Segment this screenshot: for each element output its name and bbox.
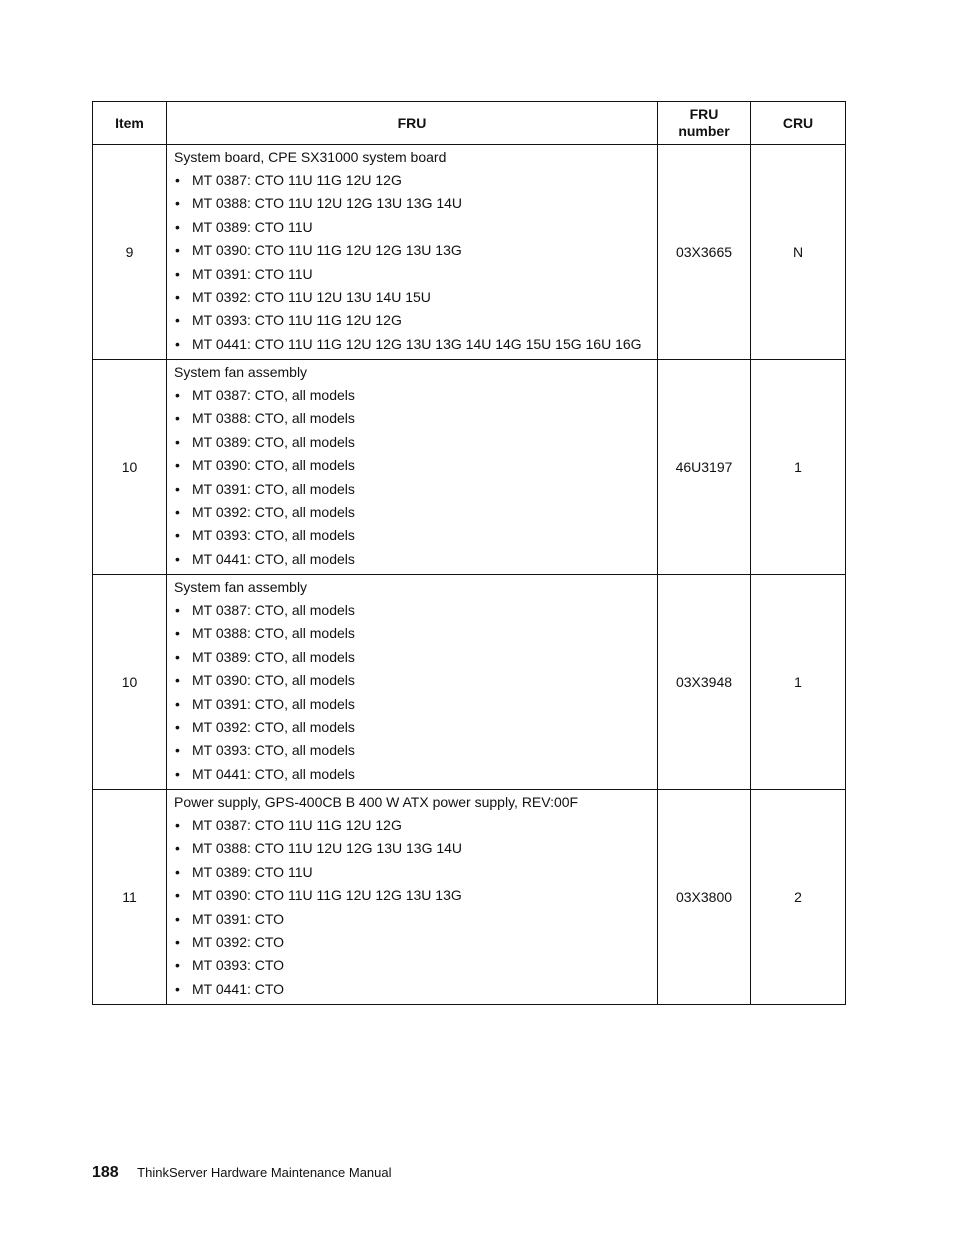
bullet-icon: • [175, 765, 180, 782]
model-text: MT 0390: CTO, all models [192, 457, 355, 474]
model-text: MT 0391: CTO, all models [192, 480, 355, 497]
model-text: MT 0393: CTO, all models [192, 742, 355, 759]
list-item [174, 739, 651, 762]
bullet-icon: • [175, 195, 180, 212]
table-row [93, 360, 846, 575]
model-text: MT 0441: CTO, all models [192, 765, 355, 782]
model-text: MT 0391: CTO [192, 910, 285, 927]
item-cell: 10 [93, 360, 167, 575]
cru-cell: 2 [751, 790, 846, 1005]
bullet-icon: • [175, 218, 180, 235]
list-item [174, 763, 651, 786]
model-text: MT 0388: CTO, all models [192, 410, 355, 427]
bullet-icon: • [175, 863, 180, 880]
bullet-icon: • [175, 933, 180, 950]
bullet-icon: • [175, 335, 180, 352]
table-header-row [93, 102, 846, 145]
model-text: MT 0392: CTO, all models [192, 718, 355, 735]
table-row [93, 790, 846, 1005]
header-fru-number-line2: number [678, 123, 730, 139]
model-text: MT 0392: CTO, all models [192, 503, 355, 520]
fru-description-cell [167, 145, 658, 360]
fru-description-cell [167, 790, 658, 1005]
list-item [174, 599, 651, 622]
model-text: MT 0388: CTO 11U 12U 12G 13U 13G 14U [192, 840, 463, 857]
list-item [174, 192, 651, 215]
bullet-icon: • [175, 457, 180, 474]
model-text: MT 0441: CTO 11U 11G 12U 12G 13U 13G 14U 14G 15U 15G 16U 16G [192, 335, 642, 352]
model-list [174, 599, 651, 786]
bullet-icon: • [175, 550, 180, 567]
list-item [174, 716, 651, 739]
list-item [174, 407, 651, 430]
model-text: MT 0393: CTO, all models [192, 527, 355, 544]
fru-description-cell [167, 360, 658, 575]
model-text: MT 0390: CTO 11U 11G 12U 12G 13U 13G [192, 887, 462, 904]
fru-title: System board, CPE SX31000 system board [174, 149, 447, 165]
bullet-icon: • [175, 695, 180, 712]
model-text: MT 0391: CTO, all models [192, 695, 355, 712]
header-fru-number [658, 102, 751, 145]
cru-cell: 1 [751, 575, 846, 790]
header-item: Item [93, 102, 167, 145]
model-text: MT 0390: CTO 11U 11G 12U 12G 13U 13G [192, 242, 462, 259]
bullet-icon: • [175, 980, 180, 997]
model-text: MT 0387: CTO, all models [192, 387, 355, 403]
item-cell: 11 [93, 790, 167, 1005]
bullet-icon: • [175, 433, 180, 450]
bullet-icon: • [175, 503, 180, 520]
list-item [174, 478, 651, 501]
manual-title: ThinkServer Hardware Maintenance Manual [137, 1165, 392, 1180]
bullet-icon: • [175, 410, 180, 427]
list-item [174, 286, 651, 309]
list-item [174, 384, 651, 407]
list-item [174, 216, 651, 239]
cru-cell: N [751, 145, 846, 360]
list-item [174, 239, 651, 262]
fru-title: System fan assembly [174, 364, 308, 380]
list-item [174, 548, 651, 571]
table-row [93, 145, 846, 360]
table-row [93, 575, 846, 790]
model-text: MT 0393: CTO 11U 11G 12U 12G [192, 312, 402, 329]
bullet-icon: • [175, 817, 180, 833]
fru-description-cell [167, 575, 658, 790]
bullet-icon: • [175, 672, 180, 689]
bullet-icon: • [175, 887, 180, 904]
list-item [174, 524, 651, 547]
header-cru: CRU [751, 102, 846, 145]
bullet-icon: • [175, 648, 180, 665]
model-list [174, 814, 651, 1001]
list-item [174, 837, 651, 860]
model-text: MT 0389: CTO, all models [192, 648, 355, 665]
fru-number-cell: 03X3948 [658, 575, 751, 790]
model-text: MT 0387: CTO 11U 11G 12U 12G [192, 172, 402, 188]
bullet-icon: • [175, 312, 180, 329]
model-list [174, 169, 651, 356]
model-text: MT 0387: CTO 11U 11G 12U 12G [192, 817, 402, 833]
model-text: MT 0387: CTO, all models [192, 602, 355, 618]
list-item [174, 309, 651, 332]
bullet-icon: • [175, 387, 180, 403]
list-item [174, 454, 651, 477]
model-text: MT 0390: CTO, all models [192, 672, 355, 689]
bullet-icon: • [175, 172, 180, 188]
bullet-icon: • [175, 957, 180, 974]
list-item [174, 814, 651, 837]
model-text: MT 0389: CTO 11U [192, 863, 313, 880]
model-text: MT 0392: CTO 11U 12U 13U 14U 15U [192, 288, 431, 305]
cru-cell: 1 [751, 360, 846, 575]
bullet-icon: • [175, 242, 180, 259]
list-item [174, 931, 651, 954]
model-list [174, 384, 651, 571]
fru-number-cell: 03X3665 [658, 145, 751, 360]
bullet-icon: • [175, 480, 180, 497]
page-footer [92, 1164, 392, 1182]
bullet-icon: • [175, 840, 180, 857]
header-fru-number-line1: FRU [689, 106, 719, 122]
header-fru: FRU [167, 102, 658, 145]
model-text: MT 0388: CTO, all models [192, 625, 355, 642]
list-item [174, 431, 651, 454]
bullet-icon: • [175, 718, 180, 735]
model-text: MT 0392: CTO [192, 933, 285, 950]
list-item [174, 908, 651, 931]
fru-number-cell: 03X3800 [658, 790, 751, 1005]
model-text: MT 0389: CTO 11U [192, 218, 313, 235]
item-cell: 10 [93, 575, 167, 790]
model-text: MT 0389: CTO, all models [192, 433, 355, 450]
model-text: MT 0391: CTO 11U [192, 265, 313, 282]
list-item [174, 333, 651, 356]
model-text: MT 0393: CTO [192, 957, 285, 974]
list-item [174, 669, 651, 692]
page-number: 188 [92, 1164, 119, 1181]
bullet-icon: • [175, 265, 180, 282]
bullet-icon: • [175, 742, 180, 759]
list-item [174, 646, 651, 669]
bullet-icon: • [175, 527, 180, 544]
list-item [174, 978, 651, 1001]
bullet-icon: • [175, 288, 180, 305]
fru-title: Power supply, GPS-400CB B 400 W ATX power supply, REV:00F [174, 794, 579, 810]
list-item [174, 884, 651, 907]
list-item [174, 501, 651, 524]
bullet-icon: • [175, 625, 180, 642]
model-text: MT 0441: CTO, all models [192, 550, 355, 567]
list-item [174, 693, 651, 716]
list-item [174, 861, 651, 884]
list-item [174, 954, 651, 977]
model-text: MT 0388: CTO 11U 12U 12G 13U 13G 14U [192, 195, 463, 212]
fru-title: System fan assembly [174, 579, 308, 595]
fru-number-cell: 46U3197 [658, 360, 751, 575]
fru-table [92, 101, 846, 1005]
bullet-icon: • [175, 910, 180, 927]
bullet-icon: • [175, 602, 180, 618]
list-item [174, 169, 651, 192]
list-item [174, 263, 651, 286]
list-item [174, 622, 651, 645]
model-text: MT 0441: CTO [192, 980, 285, 997]
item-cell: 9 [93, 145, 167, 360]
